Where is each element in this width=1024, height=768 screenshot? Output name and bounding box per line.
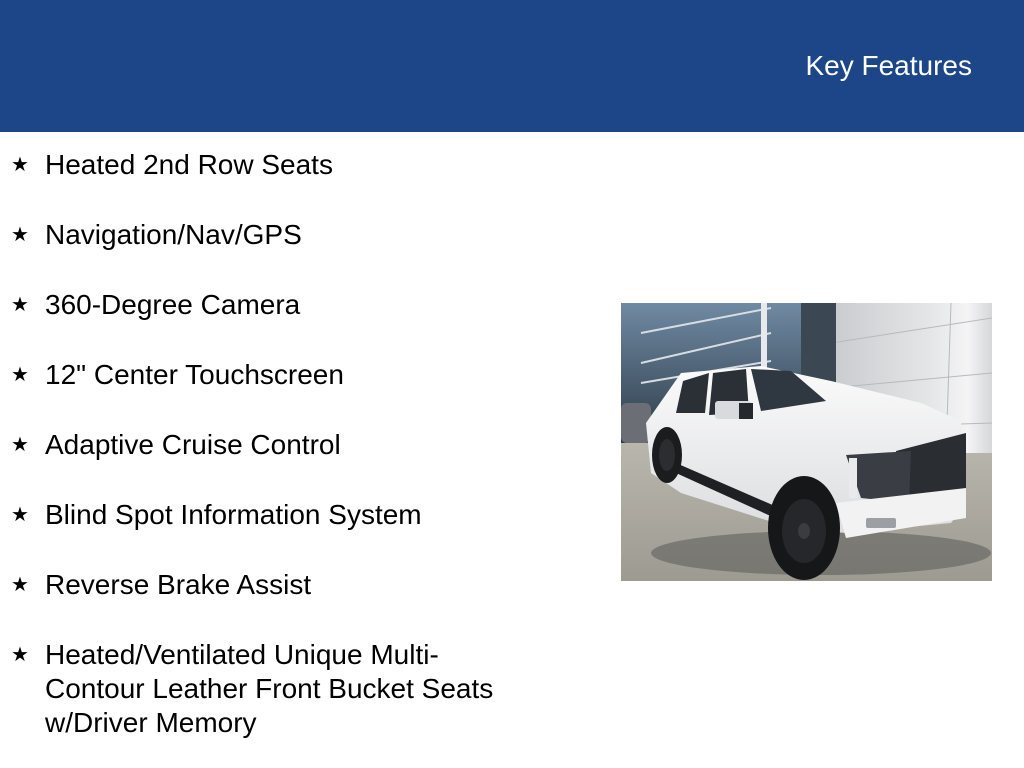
feature-list [0, 148, 560, 740]
feature-item [0, 218, 560, 288]
header-banner [0, 0, 1024, 132]
page-title: Key Features [805, 50, 972, 81]
feature-item [0, 498, 560, 568]
star-icon: ★ [11, 504, 29, 526]
star-icon: ★ [11, 434, 29, 456]
star-icon: ★ [11, 364, 29, 386]
feature-label: 12" Center Touchscreen [45, 359, 344, 390]
vehicle-photo [621, 303, 992, 581]
feature-label: Navigation/Nav/GPS [45, 219, 302, 250]
star-icon: ★ [11, 644, 29, 666]
feature-item [0, 638, 560, 740]
feature-item [0, 358, 560, 428]
star-icon: ★ [11, 294, 29, 316]
feature-label: Heated/Ventilated Unique Multi-Contour Leather Front Bucket Seats w/Driver Memory [45, 639, 494, 738]
star-icon: ★ [11, 224, 29, 246]
feature-label: Heated 2nd Row Seats [45, 149, 333, 180]
feature-label: Adaptive Cruise Control [45, 429, 341, 460]
feature-item [0, 288, 560, 358]
feature-item [0, 148, 560, 218]
star-icon: ★ [11, 574, 29, 596]
feature-label: Reverse Brake Assist [45, 569, 312, 600]
feature-item [0, 568, 560, 638]
feature-label: Blind Spot Information System [45, 499, 422, 530]
star-icon: ★ [11, 154, 29, 176]
feature-label: 360-Degree Camera [45, 289, 301, 320]
truck-image [621, 303, 992, 581]
feature-item [0, 428, 560, 498]
